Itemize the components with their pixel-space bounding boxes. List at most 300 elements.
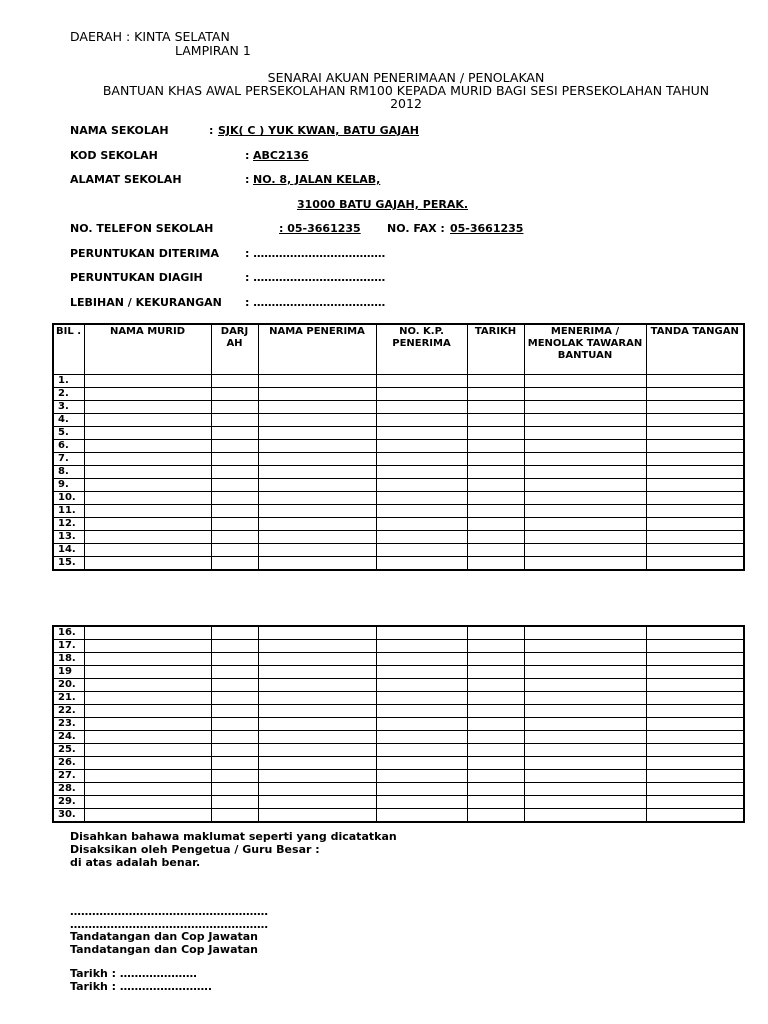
table-row	[53, 556, 744, 570]
row-number: 28.	[53, 783, 84, 796]
tanda-tangan-cell[interactable]	[646, 374, 744, 387]
nama-penerima-cell[interactable]	[258, 556, 376, 570]
row-number: 13.	[53, 530, 84, 543]
tanda-tangan-cell[interactable]	[646, 400, 744, 413]
menerima-cell[interactable]	[524, 757, 646, 770]
nama-penerima-cell[interactable]	[258, 439, 376, 452]
no-kp-cell[interactable]	[376, 770, 467, 783]
tarikh-cell[interactable]	[467, 770, 524, 783]
no-kp-cell[interactable]	[376, 796, 467, 809]
nama-penerima-cell[interactable]	[258, 452, 376, 465]
darjah-cell[interactable]	[211, 504, 258, 517]
row-number: 6.	[53, 439, 84, 452]
tarikh-cell[interactable]	[467, 530, 524, 543]
footer-line-3: di atas adalah benar.	[70, 856, 201, 869]
menerima-cell[interactable]	[524, 413, 646, 426]
nama-penerima-cell[interactable]	[258, 783, 376, 796]
no-kp-cell[interactable]	[376, 530, 467, 543]
nama-penerima-cell[interactable]	[258, 465, 376, 478]
no-kp-cell[interactable]	[376, 387, 467, 400]
nama-murid-cell[interactable]	[84, 731, 211, 744]
tarikh-cell[interactable]	[467, 478, 524, 491]
header-nama-penerima: NAMA PENERIMA	[258, 324, 376, 374]
tarikh-cell[interactable]	[467, 400, 524, 413]
darjah-cell[interactable]	[211, 731, 258, 744]
no-kp-cell[interactable]	[376, 809, 467, 823]
nama-penerima-cell[interactable]	[258, 666, 376, 679]
menerima-cell[interactable]	[524, 731, 646, 744]
nama-penerima-cell[interactable]	[258, 530, 376, 543]
row-number: 24.	[53, 731, 84, 744]
nama-murid-cell[interactable]	[84, 796, 211, 809]
no-kp-cell[interactable]	[376, 478, 467, 491]
table-row	[53, 491, 744, 504]
tarikh-cell[interactable]	[467, 374, 524, 387]
alamat-line-1: NO. 8, JALAN KELAB,	[253, 173, 381, 186]
no-kp-cell[interactable]	[376, 517, 467, 530]
no-kp-cell[interactable]	[376, 491, 467, 504]
tarikh-cell[interactable]	[467, 387, 524, 400]
no-kp-cell[interactable]	[376, 705, 467, 718]
nama-murid-cell[interactable]	[84, 543, 211, 556]
kod-sekolah-colon: :	[245, 149, 250, 162]
tarikh-cell[interactable]	[467, 666, 524, 679]
menerima-cell[interactable]	[524, 653, 646, 666]
menerima-cell[interactable]	[524, 679, 646, 692]
tanda-tangan-cell[interactable]	[646, 744, 744, 757]
darjah-cell[interactable]	[211, 744, 258, 757]
lebihan-label: LEBIHAN / KEKURANGAN	[70, 296, 222, 309]
tarikh-cell[interactable]	[467, 692, 524, 705]
row-number: 19	[53, 666, 84, 679]
tanda-tangan-cell[interactable]	[646, 517, 744, 530]
no-kp-cell[interactable]	[376, 413, 467, 426]
menerima-cell[interactable]	[524, 504, 646, 517]
table-row	[53, 543, 744, 556]
tanda-tangan-cell[interactable]	[646, 491, 744, 504]
nama-penerima-cell[interactable]	[258, 744, 376, 757]
tanda-tangan-cell[interactable]	[646, 504, 744, 517]
nama-penerima-cell[interactable]	[258, 705, 376, 718]
nama-penerima-cell[interactable]	[258, 387, 376, 400]
table-row	[53, 653, 744, 666]
header-menerima: MENERIMA / MENOLAK TAWARAN BANTUAN	[524, 324, 646, 374]
menerima-cell[interactable]	[524, 478, 646, 491]
tanda-tangan-cell[interactable]	[646, 640, 744, 653]
nama-murid-cell[interactable]	[84, 783, 211, 796]
menerima-cell[interactable]	[524, 718, 646, 731]
menerima-cell[interactable]	[524, 491, 646, 504]
title-line-3: 2012	[390, 96, 422, 111]
nama-sekolah-value: SJK( C ) YUK KWAN, BATU GAJAH	[218, 124, 419, 137]
tanda-tangan-cell[interactable]	[646, 653, 744, 666]
table-row	[53, 465, 744, 478]
nama-penerima-cell[interactable]	[258, 653, 376, 666]
tanda-tangan-cell[interactable]	[646, 439, 744, 452]
footer-line-2: Disaksikan oleh Pengetua / Guru Besar :	[70, 843, 320, 856]
peruntukan-diterima-value: : ………………………………	[245, 247, 386, 260]
darjah-cell[interactable]	[211, 783, 258, 796]
tanda-tangan-cell[interactable]	[646, 465, 744, 478]
nama-murid-cell[interactable]	[84, 640, 211, 653]
darjah-cell[interactable]	[211, 426, 258, 439]
tanda-tangan-cell[interactable]	[646, 731, 744, 744]
tanda-tangan-cell[interactable]	[646, 530, 744, 543]
nama-penerima-cell[interactable]	[258, 504, 376, 517]
tanda-tangan-cell[interactable]	[646, 556, 744, 570]
row-number: 10.	[53, 491, 84, 504]
menerima-cell[interactable]	[524, 809, 646, 823]
tarikh-cell[interactable]	[467, 426, 524, 439]
table-header-row	[53, 324, 744, 374]
darjah-cell[interactable]	[211, 491, 258, 504]
darjah-cell[interactable]	[211, 809, 258, 823]
darjah-cell[interactable]	[211, 705, 258, 718]
no-kp-cell[interactable]	[376, 653, 467, 666]
nama-penerima-cell[interactable]	[258, 626, 376, 640]
tanda-tangan-cell[interactable]	[646, 757, 744, 770]
kod-sekolah-label: KOD SEKOLAH	[70, 149, 158, 162]
nama-penerima-cell[interactable]	[258, 731, 376, 744]
menerima-cell[interactable]	[524, 452, 646, 465]
tarikh-cell[interactable]	[467, 491, 524, 504]
tarikh-cell[interactable]	[467, 413, 524, 426]
nama-penerima-cell[interactable]	[258, 374, 376, 387]
nama-penerima-cell[interactable]	[258, 640, 376, 653]
peruntukan-diagih-value: : ………………………………	[245, 271, 386, 284]
row-number: 9.	[53, 478, 84, 491]
darjah-cell[interactable]	[211, 452, 258, 465]
nama-penerima-cell[interactable]	[258, 491, 376, 504]
table-row	[53, 413, 744, 426]
nama-murid-cell[interactable]	[84, 465, 211, 478]
tarikh-cell[interactable]	[467, 517, 524, 530]
tanda-tangan-cell[interactable]	[646, 452, 744, 465]
tanda-tangan-cell[interactable]	[646, 626, 744, 640]
nama-penerima-cell[interactable]	[258, 426, 376, 439]
table-row	[53, 626, 744, 640]
darjah-cell[interactable]	[211, 653, 258, 666]
table-row	[53, 640, 744, 653]
no-kp-cell[interactable]	[376, 718, 467, 731]
no-kp-cell[interactable]	[376, 626, 467, 640]
nama-penerima-cell[interactable]	[258, 478, 376, 491]
darjah-cell[interactable]	[211, 478, 258, 491]
table-row	[53, 504, 744, 517]
menerima-cell[interactable]	[524, 426, 646, 439]
menerima-cell[interactable]	[524, 796, 646, 809]
alamat-line-2: 31000 BATU GAJAH, PERAK.	[297, 198, 469, 211]
nama-murid-cell[interactable]	[84, 530, 211, 543]
nama-murid-cell[interactable]	[84, 718, 211, 731]
lampiran-label: LAMPIRAN 1	[175, 43, 251, 58]
footer-line-1: Disahkan bahawa maklumat seperti yang dicatatkan	[70, 830, 397, 843]
nama-murid-cell[interactable]	[84, 478, 211, 491]
tarikh-cell[interactable]	[467, 653, 524, 666]
darjah-cell[interactable]	[211, 400, 258, 413]
row-number: 23.	[53, 718, 84, 731]
row-number: 16.	[53, 626, 84, 640]
tarikh-line-2: Tarikh : …………………….	[70, 980, 213, 993]
nama-murid-cell[interactable]	[84, 626, 211, 640]
nama-murid-cell[interactable]	[84, 504, 211, 517]
nama-murid-cell[interactable]	[84, 744, 211, 757]
no-kp-cell[interactable]	[376, 504, 467, 517]
nama-murid-cell[interactable]	[84, 413, 211, 426]
no-kp-cell[interactable]	[376, 640, 467, 653]
nama-murid-cell[interactable]	[84, 653, 211, 666]
no-kp-cell[interactable]	[376, 439, 467, 452]
menerima-cell[interactable]	[524, 530, 646, 543]
darjah-cell[interactable]	[211, 374, 258, 387]
table-row	[53, 705, 744, 718]
nama-murid-cell[interactable]	[84, 452, 211, 465]
row-number: 30.	[53, 809, 84, 823]
tarikh-cell[interactable]	[467, 731, 524, 744]
darjah-cell[interactable]	[211, 692, 258, 705]
table-row	[53, 809, 744, 823]
menerima-cell[interactable]	[524, 692, 646, 705]
tarikh-cell[interactable]	[467, 504, 524, 517]
darjah-cell[interactable]	[211, 556, 258, 570]
nama-murid-cell[interactable]	[84, 679, 211, 692]
no-kp-cell[interactable]	[376, 757, 467, 770]
darjah-cell[interactable]	[211, 666, 258, 679]
header-darjah: DARJ AH	[211, 324, 258, 374]
tarikh-cell[interactable]	[467, 679, 524, 692]
table-row	[53, 400, 744, 413]
menerima-cell[interactable]	[524, 640, 646, 653]
menerima-cell[interactable]	[524, 517, 646, 530]
tarikh-cell[interactable]	[467, 757, 524, 770]
tanda-tangan-cell[interactable]	[646, 426, 744, 439]
no-kp-cell[interactable]	[376, 731, 467, 744]
tanda-tangan-cell[interactable]	[646, 478, 744, 491]
row-number: 15.	[53, 556, 84, 570]
nama-murid-cell[interactable]	[84, 666, 211, 679]
fax-label: NO. FAX :	[387, 222, 445, 235]
row-number: 7.	[53, 452, 84, 465]
darjah-cell[interactable]	[211, 439, 258, 452]
table-row	[53, 692, 744, 705]
menerima-cell[interactable]	[524, 744, 646, 757]
no-kp-cell[interactable]	[376, 452, 467, 465]
tarikh-cell[interactable]	[467, 809, 524, 823]
nama-penerima-cell[interactable]	[258, 757, 376, 770]
row-number: 3.	[53, 400, 84, 413]
menerima-cell[interactable]	[524, 556, 646, 570]
nama-penerima-cell[interactable]	[258, 679, 376, 692]
tarikh-cell[interactable]	[467, 626, 524, 640]
table-row	[53, 530, 744, 543]
tanda-tangan-cell[interactable]	[646, 679, 744, 692]
signature-label-1: Tandatangan dan Cop Jawatan	[70, 930, 259, 943]
tarikh-cell[interactable]	[467, 744, 524, 757]
row-number: 26.	[53, 757, 84, 770]
header-tanda-tangan: TANDA TANGAN	[646, 324, 744, 374]
header-tarikh: TARIKH	[467, 324, 524, 374]
darjah-cell[interactable]	[211, 530, 258, 543]
row-number: 21.	[53, 692, 84, 705]
no-kp-cell[interactable]	[376, 400, 467, 413]
menerima-cell[interactable]	[524, 400, 646, 413]
table-row	[53, 387, 744, 400]
recipient-table-part-2	[52, 625, 745, 823]
tarikh-cell[interactable]	[467, 439, 524, 452]
no-kp-cell[interactable]	[376, 426, 467, 439]
darjah-cell[interactable]	[211, 770, 258, 783]
darjah-cell[interactable]	[211, 387, 258, 400]
menerima-cell[interactable]	[524, 439, 646, 452]
table-row	[53, 452, 744, 465]
no-kp-cell[interactable]	[376, 374, 467, 387]
row-number: 20.	[53, 679, 84, 692]
table-row	[53, 796, 744, 809]
row-number: 8.	[53, 465, 84, 478]
tarikh-cell[interactable]	[467, 556, 524, 570]
tanda-tangan-cell[interactable]	[646, 387, 744, 400]
tanda-tangan-cell[interactable]	[646, 692, 744, 705]
tanda-tangan-cell[interactable]	[646, 543, 744, 556]
tarikh-cell[interactable]	[467, 465, 524, 478]
darjah-cell[interactable]	[211, 543, 258, 556]
nama-penerima-cell[interactable]	[258, 796, 376, 809]
darjah-cell[interactable]	[211, 626, 258, 640]
menerima-cell[interactable]	[524, 626, 646, 640]
alamat-sekolah-colon: :	[245, 173, 250, 186]
tarikh-cell[interactable]	[467, 452, 524, 465]
nama-murid-cell[interactable]	[84, 374, 211, 387]
tanda-tangan-cell[interactable]	[646, 770, 744, 783]
row-number: 4.	[53, 413, 84, 426]
menerima-cell[interactable]	[524, 465, 646, 478]
table-row	[53, 478, 744, 491]
tarikh-cell[interactable]	[467, 640, 524, 653]
row-number: 2.	[53, 387, 84, 400]
tarikh-cell[interactable]	[467, 543, 524, 556]
lebihan-value: : ………………………………	[245, 296, 386, 309]
table-row	[53, 679, 744, 692]
nama-murid-cell[interactable]	[84, 692, 211, 705]
row-number: 1.	[53, 374, 84, 387]
fax-value: 05-3661235	[450, 222, 524, 235]
menerima-cell[interactable]	[524, 666, 646, 679]
title-line-2: BANTUAN KHAS AWAL PERSEKOLAHAN RM100 KEPADA MURID BAGI SESI PERSEKOLAHAN TAHUN	[102, 83, 710, 98]
table-row	[53, 718, 744, 731]
no-kp-cell[interactable]	[376, 692, 467, 705]
menerima-cell[interactable]	[524, 543, 646, 556]
darjah-cell[interactable]	[211, 679, 258, 692]
row-number: 18.	[53, 653, 84, 666]
darjah-cell[interactable]	[211, 413, 258, 426]
nama-murid-cell[interactable]	[84, 705, 211, 718]
nama-murid-cell[interactable]	[84, 439, 211, 452]
row-number: 29.	[53, 796, 84, 809]
menerima-cell[interactable]	[524, 374, 646, 387]
signature-label-2: Tandatangan dan Cop Jawatan	[70, 943, 259, 956]
row-number: 14.	[53, 543, 84, 556]
no-kp-cell[interactable]	[376, 744, 467, 757]
nama-penerima-cell[interactable]	[258, 400, 376, 413]
nama-penerima-cell[interactable]	[258, 770, 376, 783]
telefon-label: NO. TELEFON SEKOLAH	[70, 222, 214, 235]
darjah-cell[interactable]	[211, 517, 258, 530]
tanda-tangan-cell[interactable]	[646, 705, 744, 718]
table-row	[53, 783, 744, 796]
alamat-sekolah-label: ALAMAT SEKOLAH	[70, 173, 182, 186]
signature-dots-1: ………………………………………………	[70, 905, 268, 918]
darjah-cell[interactable]	[211, 718, 258, 731]
nama-murid-cell[interactable]	[84, 387, 211, 400]
nama-penerima-cell[interactable]	[258, 718, 376, 731]
table-row	[53, 517, 744, 530]
nama-penerima-cell[interactable]	[258, 809, 376, 823]
no-kp-cell[interactable]	[376, 556, 467, 570]
kod-sekolah-value: ABC2136	[253, 149, 309, 162]
menerima-cell[interactable]	[524, 783, 646, 796]
nama-murid-cell[interactable]	[84, 809, 211, 823]
darjah-cell[interactable]	[211, 757, 258, 770]
menerima-cell[interactable]	[524, 705, 646, 718]
tanda-tangan-cell[interactable]	[646, 783, 744, 796]
nama-penerima-cell[interactable]	[258, 517, 376, 530]
nama-murid-cell[interactable]	[84, 770, 211, 783]
header-nama-murid: NAMA MURID	[84, 324, 211, 374]
tarikh-cell[interactable]	[467, 783, 524, 796]
tarikh-cell[interactable]	[467, 796, 524, 809]
nama-murid-cell[interactable]	[84, 491, 211, 504]
no-kp-cell[interactable]	[376, 679, 467, 692]
table-row	[53, 426, 744, 439]
no-kp-cell[interactable]	[376, 465, 467, 478]
darjah-cell[interactable]	[211, 640, 258, 653]
nama-murid-cell[interactable]	[84, 556, 211, 570]
row-number: 22.	[53, 705, 84, 718]
menerima-cell[interactable]	[524, 770, 646, 783]
no-kp-cell[interactable]	[376, 543, 467, 556]
tanda-tangan-cell[interactable]	[646, 413, 744, 426]
nama-murid-cell[interactable]	[84, 757, 211, 770]
row-number: 5.	[53, 426, 84, 439]
tarikh-cell[interactable]	[467, 705, 524, 718]
no-kp-cell[interactable]	[376, 783, 467, 796]
nama-murid-cell[interactable]	[84, 517, 211, 530]
nama-murid-cell[interactable]	[84, 426, 211, 439]
row-number: 25.	[53, 744, 84, 757]
table-row	[53, 744, 744, 757]
darjah-cell[interactable]	[211, 465, 258, 478]
menerima-cell[interactable]	[524, 387, 646, 400]
nama-penerima-cell[interactable]	[258, 692, 376, 705]
tanda-tangan-cell[interactable]	[646, 718, 744, 731]
nama-penerima-cell[interactable]	[258, 543, 376, 556]
no-kp-cell[interactable]	[376, 666, 467, 679]
tanda-tangan-cell[interactable]	[646, 809, 744, 823]
header-no-kp: NO. K.P. PENERIMA	[376, 324, 467, 374]
tanda-tangan-cell[interactable]	[646, 796, 744, 809]
darjah-cell[interactable]	[211, 796, 258, 809]
nama-penerima-cell[interactable]	[258, 413, 376, 426]
nama-sekolah-label: NAMA SEKOLAH	[70, 124, 169, 137]
row-number: 11.	[53, 504, 84, 517]
nama-murid-cell[interactable]	[84, 400, 211, 413]
table-row	[53, 439, 744, 452]
header-bil: BIL .	[53, 324, 84, 374]
tarikh-cell[interactable]	[467, 718, 524, 731]
row-number: 27.	[53, 770, 84, 783]
tarikh-line-1: Tarikh : …………………	[70, 967, 197, 980]
tanda-tangan-cell[interactable]	[646, 666, 744, 679]
